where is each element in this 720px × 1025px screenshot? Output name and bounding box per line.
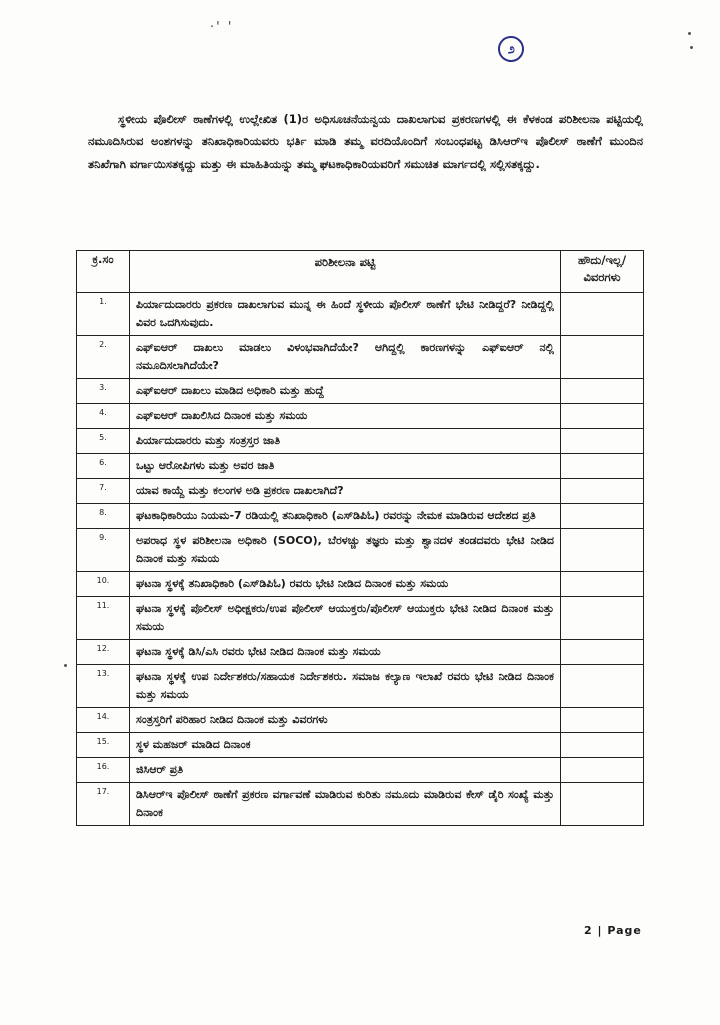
response-cell[interactable]: [561, 758, 644, 783]
row-number: 1.: [77, 293, 130, 336]
row-text: ಡಿಸಿಆರ್‌ಇ ಪೊಲೀಸ್ ಠಾಣೆಗೆ ಪ್ರಕರಣ ವರ್ಗಾವಣೆ ಮಾಡಿರುವ ಕುರಿತು ನಮೂದು ಮಾಡಿರುವ ಕೇಸ್ ಡೈರಿ ಸಂಖ್ಯೆ ಮತ್ತು ದಿನಾಂಕ: [130, 783, 561, 826]
response-cell[interactable]: [561, 336, 644, 379]
row-number: 3.: [77, 379, 130, 404]
table-row: [77, 758, 644, 783]
response-header-line2: ವಿವರಗಳು: [583, 270, 621, 284]
response-cell[interactable]: [561, 529, 644, 572]
table-row: [77, 640, 644, 665]
response-cell[interactable]: [561, 708, 644, 733]
row-number: 15.: [77, 733, 130, 758]
table-row: [77, 783, 644, 826]
response-cell[interactable]: [561, 479, 644, 504]
response-cell[interactable]: [561, 597, 644, 640]
row-text: ಘಟಕಾಧಿಕಾರಿಯು ನಿಯಮ-7 ರಡಿಯಲ್ಲಿ ತನಿಖಾಧಿಕಾರಿ (ಎಸ್‌ಡಿಪಿಓ) ರವರನ್ನು ನೇಮಕ ಮಾಡಿರುವ ಆದೇಶದ ಪ್ರತಿ: [130, 504, 561, 529]
row-number: 5.: [77, 429, 130, 454]
row-number: 14.: [77, 708, 130, 733]
table-row: [77, 504, 644, 529]
table-header-row: [77, 251, 644, 293]
row-text: ಘಟನಾ ಸ್ಥಳಕ್ಕೆ ಪೊಲೀಸ್ ಅಧೀಕ್ಷಕರು/ಉಪ ಪೊಲೀಸ್ ಆಯುಕ್ತರು/ಪೊಲೀಸ್ ಆಯುಕ್ತರು ಭೇಟಿ ನೀಡಿದ ದಿನಾಂಕ ಮತ್ತು ಸಮಯ: [130, 597, 561, 640]
row-text: ಘಟನಾ ಸ್ಥಳಕ್ಕೆ ಉಪ ನಿರ್ದೇಶಕರು/ಸಹಾಯಕ ನಿರ್ದೇಶಕರು. ಸಮಾಜ ಕಲ್ಯಾಣ ಇಲಾಖೆ ರವರು ಭೇಟಿ ನೀಡಿದ ದಿನಾಂಕ ಮತ್ತು ಸಮಯ: [130, 665, 561, 708]
response-cell[interactable]: [561, 665, 644, 708]
row-text: ಘಟನಾ ಸ್ಥಳಕ್ಕೆ ಡಿಸಿ/ಎಸಿ ರವರು ಭೇಟಿ ನೀಡಿದ ದಿನಾಂಕ ಮತ್ತು ಸಮಯ: [130, 640, 561, 665]
row-number: 9.: [77, 529, 130, 572]
row-number: 11.: [77, 597, 130, 640]
row-number: 4.: [77, 404, 130, 429]
row-text: ಎಫ್‌ಐಆರ್ ದಾಖಲು ಮಾಡಿದ ಅಧಿಕಾರಿ ಮತ್ತು ಹುದ್ದೆ: [130, 379, 561, 404]
row-text: ಅಪರಾಧ ಸ್ಥಳ ಪರಿಶೀಲನಾ ಅಧಿಕಾರಿ (SOCO), ಬೆರಳಚ್ಚು ತಜ್ಞರು ಮತ್ತು ಶ್ವಾನದಳ ತಂಡದವರು ಭೇಟಿ ನೀಡಿದ ದಿನಾಂಕ ಮತ್ತು ಸಮಯ: [130, 529, 561, 572]
scan-dot: [690, 46, 693, 49]
row-text: ಘಟನಾ ಸ್ಥಳಕ್ಕೆ ತನಿಖಾಧಿಕಾರಿ (ಎಸ್‌ಡಿಪಿಓ) ರವರು ಭೇಟಿ ನೀಡಿದ ದಿನಾಂಕ ಮತ್ತು ಸಮಯ: [130, 572, 561, 597]
table-row: [77, 479, 644, 504]
response-cell[interactable]: [561, 733, 644, 758]
response-header-line1: ಹೌದು/ಇಲ್ಲ/: [577, 253, 627, 267]
row-number: 17.: [77, 783, 130, 826]
page-number-circle: ೨: [496, 34, 525, 63]
response-cell[interactable]: [561, 783, 644, 826]
table-row: [77, 597, 644, 640]
page-footer: 2 | Page: [584, 924, 642, 937]
table-row: [77, 379, 644, 404]
table-row: [77, 708, 644, 733]
response-cell[interactable]: [561, 640, 644, 665]
table-row: [77, 404, 644, 429]
column-header-serial: ಕ್ರ.ಸಂ: [77, 251, 130, 293]
column-header-checklist: ಪರಿಶೀಲನಾ ಪಟ್ಟಿ: [130, 251, 561, 293]
row-text: ಒಟ್ಟು ಆರೋಪಿಗಳು ಮತ್ತು ಅವರ ಜಾತಿ: [130, 454, 561, 479]
response-cell[interactable]: [561, 454, 644, 479]
response-cell[interactable]: [561, 429, 644, 454]
row-text: ಸ್ಥಳ ಮಹಜರ್ ಮಾಡಿದ ದಿನಾಂಕ: [130, 733, 561, 758]
table-row: [77, 572, 644, 597]
table-row: [77, 336, 644, 379]
row-text: ಯಾವ ಕಾಯ್ದೆ ಮತ್ತು ಕಲಂಗಳ ಅಡಿ ಪ್ರಕರಣ ದಾಖಲಾಗಿದೆ?: [130, 479, 561, 504]
row-number: 6.: [77, 454, 130, 479]
row-number: 12.: [77, 640, 130, 665]
response-cell[interactable]: [561, 293, 644, 336]
row-text: ಎಫ್‌ಐಆರ್ ದಾಖಲಿಸಿದ ದಿನಾಂಕ ಮತ್ತು ಸಮಯ: [130, 404, 561, 429]
response-cell[interactable]: [561, 504, 644, 529]
table-row: [77, 529, 644, 572]
row-text: ಎಫ್‌ಐಆರ್ ದಾಖಲು ಮಾಡಲು ವಿಳಂಭವಾಗಿದೆಯೇ? ಆಗಿದ್ದಲ್ಲಿ ಕಾರಣಗಳನ್ನು ಎಫ್‌ಐಆರ್ ನಲ್ಲಿ ನಮೂದಿಸಲಾಗಿದೆಯೇ?: [130, 336, 561, 379]
row-number: 13.: [77, 665, 130, 708]
row-number: 2.: [77, 336, 130, 379]
scan-dot: [64, 664, 67, 667]
scan-dot: [688, 32, 691, 35]
row-text: ಪಿರ್ಯಾದುದಾರರು ಪ್ರಕರಣ ದಾಖಲಾಗುವ ಮುನ್ನ ಈ ಹಿಂದೆ ಸ್ಥಳೀಯ ಪೊಲೀಸ್ ಠಾಣೆಗೆ ಭೇಟಿ ನೀಡಿದ್ದರೆ? ನೀಡಿದ್ದಲ್ಲಿ ವಿವರ ಒದಗಿಸುವುದು.: [130, 293, 561, 336]
row-number: 7.: [77, 479, 130, 504]
row-text: ಪಿರ್ಯಾದುದಾರರು ಮತ್ತು ಸಂತ್ರಸ್ತರ ಜಾತಿ: [130, 429, 561, 454]
table-row: [77, 293, 644, 336]
table-row: [77, 733, 644, 758]
checklist-table: [76, 250, 644, 826]
table-row: [77, 429, 644, 454]
response-cell[interactable]: [561, 572, 644, 597]
row-number: 16.: [77, 758, 130, 783]
row-text: ಜಿಸಿಆರ್ ಪ್ರತಿ: [130, 758, 561, 783]
row-number: 10.: [77, 572, 130, 597]
scan-mark: ·' ': [210, 20, 234, 35]
table-row: [77, 665, 644, 708]
row-number: 8.: [77, 504, 130, 529]
intro-paragraph: ಸ್ಥಳೀಯ ಪೊಲೀಸ್ ಠಾಣೆಗಳಲ್ಲಿ ಉಲ್ಲೇಖಿತ (1)ರ ಅಧಿಸೂಚನೆಯನ್ವಯ ದಾಖಲಾಗುವ ಪ್ರಕರಣಗಳಲ್ಲಿ ಈ ಕೆಳಕಂಡ ಪರಿಶೀಲನಾ ಪಟ್ಟಿಯಲ್ಲಿ ನಮೂದಿಸಿರುವ ಅಂಶಗಳನ್ನು ತನಿಖಾಧಿಕಾರಿಯವರು ಭರ್ತಿ ಮಾಡಿ ತಮ್ಮ ವರದಿಯೊಂದಿಗೆ ಸಂಬಂಧಪಟ್ಟ ಡಿಸಿಆರ್‌ಇ ಪೊಲೀಸ್ ಠಾಣೆಗೆ ಮುಂದಿನ ತನಿಖೆಗಾಗಿ ವರ್ಗಾಯಿಸತಕ್ಕದ್ದು ಮತ್ತು ಈ ಮಾಹಿತಿಯನ್ನು ತಮ್ಮ ಘಟಕಾಧಿಕಾರಿಯವರಿಗೆ ಸಮುಚಿತ ಮಾರ್ಗದಲ್ಲಿ ಸಲ್ಲಿಸತಕ್ಕದ್ದು.: [88, 111, 643, 171]
table-row: [77, 454, 644, 479]
response-cell[interactable]: [561, 404, 644, 429]
column-header-response: [561, 251, 644, 293]
response-cell[interactable]: [561, 379, 644, 404]
row-text: ಸಂತ್ರಸ್ತರಿಗೆ ಪರಿಹಾರ ನೀಡಿದ ದಿನಾಂಕ ಮತ್ತು ವಿವರಗಳು: [130, 708, 561, 733]
